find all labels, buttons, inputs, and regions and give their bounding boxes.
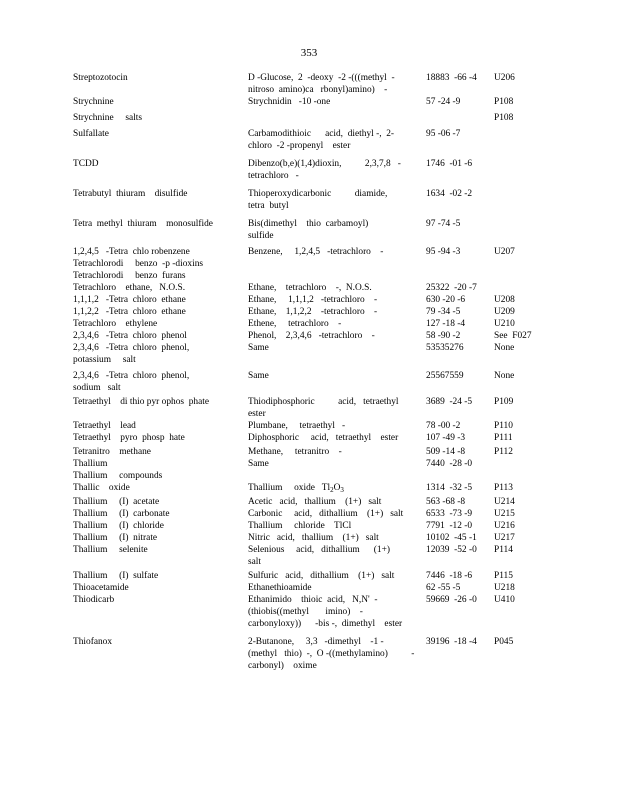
chemical-abstracts-name <box>248 218 420 242</box>
substance-name <box>73 532 243 544</box>
table-row <box>0 594 618 630</box>
chemical-abstracts-name-line: tetrachloro - <box>248 171 299 181</box>
cas-number: 57 -24 -9 <box>426 97 461 107</box>
substance-name-line: Thioacetamide <box>73 583 129 593</box>
chemical-abstracts-name-line: Acetic acid, thallium (1+) salt <box>248 497 382 507</box>
chemical-abstracts-name-line: Ethane, 1,1,1,2 -tetrachloro - <box>248 295 378 305</box>
hazardous-waste-code: U210 <box>494 319 515 329</box>
cas-number: 7440 -28 -0 <box>426 459 473 469</box>
chemical-abstracts-name <box>248 158 420 182</box>
substance-name-line: Thallium (I) carbonate <box>73 509 170 519</box>
hazardous-waste-code: U208 <box>494 295 515 305</box>
chemical-abstracts-name <box>248 508 420 520</box>
chemical-abstracts-name-line <box>248 482 420 494</box>
chemical-abstracts-name <box>248 342 420 354</box>
cas-number: 1314 -32 -5 <box>426 483 473 493</box>
chemical-abstracts-name <box>248 458 420 470</box>
substance-name <box>73 594 243 606</box>
substance-name-line: sodium salt <box>73 383 121 393</box>
hazardous-waste-code: P109 <box>494 397 514 407</box>
hazardous-waste-code: P112 <box>494 447 513 457</box>
substance-name-line: 2,3,4,6 -Tetra chloro phenol, <box>73 371 190 381</box>
substance-name-line: Tetrachlorodi benzo furans <box>73 271 186 281</box>
table-row <box>0 188 618 212</box>
substance-name <box>73 520 243 532</box>
chemical-abstracts-name <box>248 396 420 420</box>
table-row <box>0 458 618 470</box>
substance-name <box>73 396 243 408</box>
cas-number: 630 -20 -6 <box>426 295 466 305</box>
chemical-abstracts-name-line: Ethanethioamide <box>248 583 312 593</box>
table-row <box>0 508 618 520</box>
substance-name-line: Thallium (I) acetate <box>73 497 160 507</box>
table-row <box>0 258 618 270</box>
substance-name-line: Thallium (I) sulfate <box>73 571 159 581</box>
table-row <box>0 282 618 294</box>
substance-name <box>73 306 243 318</box>
table-row <box>0 482 618 494</box>
table-row <box>0 246 618 258</box>
hazardous-waste-code: P111 <box>494 433 513 443</box>
cas-number: 509 -14 -8 <box>426 447 466 457</box>
chemical-abstracts-name <box>248 544 420 568</box>
cas-number: 59669 -26 -0 <box>426 595 477 605</box>
substance-name <box>73 420 243 432</box>
chemical-abstracts-name-line: tetra butyl <box>248 201 289 211</box>
hazardous-waste-code: None <box>494 371 515 381</box>
chemical-abstracts-name-line: Thiodiphosphoric acid, tetraethyl <box>248 397 399 407</box>
chemical-abstracts-name-line: chloro -2 -propenyl ester <box>248 141 351 151</box>
cas-number: 97 -74 -5 <box>426 219 461 229</box>
substance-name <box>73 508 243 520</box>
chemical-abstracts-name-line: Ethane, 1,1,2,2 -tetrachloro - <box>248 307 378 317</box>
chemical-abstracts-name-line: Ethane, tetrachloro -, N.O.S. <box>248 283 372 293</box>
chemical-abstracts-name <box>248 594 420 630</box>
cas-number: 6533 -73 -9 <box>426 509 473 519</box>
cas-number: 563 -68 -8 <box>426 497 466 507</box>
chemical-abstracts-name <box>248 446 420 458</box>
cas-number: 107 -49 -3 <box>426 433 466 443</box>
substance-name <box>73 432 243 444</box>
substance-name-line: Tetra methyl thiuram monosulfide <box>73 219 213 229</box>
hazardous-waste-code: U218 <box>494 583 515 593</box>
substance-name <box>73 96 243 108</box>
substance-name-line: Thallium (I) chloride <box>73 521 164 531</box>
table-row <box>0 470 618 482</box>
substance-name-line: Thallium selenite <box>73 545 148 555</box>
table-row <box>0 318 618 330</box>
hazardous-waste-code: U207 <box>494 247 515 257</box>
chemical-abstracts-name <box>248 128 420 152</box>
substance-name <box>73 582 243 594</box>
substance-name <box>73 188 243 200</box>
hazardous-waste-code: P108 <box>494 97 514 107</box>
table-row <box>0 496 618 508</box>
substance-name-line: Strychnine salts <box>73 113 143 123</box>
cas-number: 3689 -24 -5 <box>426 397 473 407</box>
table-row <box>0 112 618 124</box>
table-row <box>0 72 618 96</box>
hazardous-waste-code: U215 <box>494 509 515 519</box>
chemical-abstracts-name-line: Thioperoxydicarbonic diamide, <box>248 189 388 199</box>
chemical-abstracts-name-line: Carbamodithioic acid, diethyl -, 2- <box>248 129 395 139</box>
table-row <box>0 294 618 306</box>
hazardous-waste-code: P108 <box>494 113 514 123</box>
chemical-abstracts-name-line: Diphosphoric acid, tetraethyl ester <box>248 433 399 443</box>
substance-name-line: potassium salt <box>73 355 136 365</box>
substance-name-line: Thiofanox <box>73 637 113 647</box>
cas-number: 7791 -12 -0 <box>426 521 473 531</box>
formula-prefix: Thallium oxide Tl <box>248 483 331 493</box>
substance-name-line: Sulfallate <box>73 129 109 139</box>
substance-name-line: Strychnine <box>73 97 114 107</box>
cas-number: 79 -34 -5 <box>426 307 461 317</box>
cas-number: 10102 -45 -1 <box>426 533 477 543</box>
hazardous-waste-code: P110 <box>494 421 513 431</box>
table-row <box>0 544 618 568</box>
formula-subscript: 3 <box>340 486 344 494</box>
chemical-abstracts-name <box>248 582 420 594</box>
substance-name <box>73 218 243 230</box>
cas-number: 53535276 <box>426 343 464 353</box>
substance-name <box>73 318 243 330</box>
hazardous-waste-code: See F027 <box>494 331 532 341</box>
substance-name <box>73 470 243 482</box>
cas-number: 7446 -18 -6 <box>426 571 473 581</box>
substance-name-line: Tetraethyl lead <box>73 421 136 431</box>
chemical-abstracts-name-line: Thallium chloride TlCl <box>248 521 352 531</box>
chemical-abstracts-name-line: ester <box>248 409 266 419</box>
cas-number: 1746 -01 -6 <box>426 159 473 169</box>
cas-number: 25567559 <box>426 371 464 381</box>
table-row <box>0 570 618 582</box>
chemical-abstracts-name-line: Dibenzo(b,e)(1,4)dioxin, 2,3,7,8 - <box>248 159 401 169</box>
substance-name-line: TCDD <box>73 159 99 169</box>
substance-name <box>73 270 243 282</box>
chemical-abstracts-name-line: Same <box>248 459 269 469</box>
table-row <box>0 330 618 342</box>
substance-name <box>73 294 243 306</box>
chemical-abstracts-name-line: Sulfuric acid, dithallium (1+) salt <box>248 571 395 581</box>
chemical-abstracts-name-line: carbonyloxy)) -bis -, dimethyl ester <box>248 619 403 629</box>
cas-number: 12039 -52 -0 <box>426 545 477 555</box>
chemical-abstracts-name <box>248 432 420 444</box>
cas-number: 62 -55 -5 <box>426 583 461 593</box>
cas-number: 58 -90 -2 <box>426 331 461 341</box>
chemical-abstracts-name-line: Strychnidin -10 -one <box>248 97 331 107</box>
hazardous-waste-code: U209 <box>494 307 515 317</box>
substance-name <box>73 282 243 294</box>
substance-name-line: Tetraethyl di thio pyr ophos phate <box>73 397 210 407</box>
substance-name <box>73 330 243 342</box>
substance-name <box>73 636 243 648</box>
substance-name <box>73 570 243 582</box>
hazardous-waste-code: P114 <box>494 545 513 555</box>
substance-name <box>73 370 243 394</box>
chemical-abstracts-name-line: Same <box>248 371 269 381</box>
cas-number: 1634 -02 -2 <box>426 189 473 199</box>
chemical-abstracts-name-line: (thiobis((methyl imino) - <box>248 607 363 617</box>
table-row <box>0 636 618 672</box>
chemical-abstracts-name-line: salt <box>248 557 262 567</box>
hazardous-waste-code: P115 <box>494 571 513 581</box>
page-number: 353 <box>300 47 318 59</box>
hazardous-waste-code: U217 <box>494 533 515 543</box>
chemical-abstracts-name <box>248 496 420 508</box>
table-row <box>0 446 618 458</box>
substance-name-line: Thallium (I) nitrate <box>73 533 158 543</box>
chemical-abstracts-name-line: Plumbane, tetraethyl - <box>248 421 346 431</box>
chemical-abstracts-name-line: Carbonic acid, dithallium (1+) salt <box>248 509 404 519</box>
chemical-abstracts-name-line: Methane, tetranitro - <box>248 447 342 457</box>
substance-name <box>73 342 243 366</box>
table-row <box>0 342 618 366</box>
table-row <box>0 370 618 394</box>
substance-name-line: 1,2,4,5 -Tetra chlo robenzene <box>73 247 190 257</box>
table-row <box>0 306 618 318</box>
substance-name <box>73 112 243 124</box>
chemical-abstracts-name-line: Benzene, 1,2,4,5 -tetrachloro - <box>248 247 384 257</box>
hazardous-waste-code: P045 <box>494 637 514 647</box>
cas-number: 95 -06 -7 <box>426 129 461 139</box>
chemical-abstracts-name <box>248 72 420 96</box>
chemical-abstracts-name <box>248 96 420 108</box>
chemical-abstracts-name <box>248 570 420 582</box>
substance-name <box>73 458 243 470</box>
substance-name-line: Thallium <box>73 459 108 469</box>
chemical-abstracts-name-line: sulfide <box>248 231 274 241</box>
chemical-abstracts-name-line: Bis(dimethyl thio carbamoyl) <box>248 219 369 229</box>
substance-name <box>73 128 243 140</box>
substance-name <box>73 246 243 258</box>
table-row <box>0 96 618 108</box>
chemical-abstracts-name-line: Ethanimido thioic acid, N,N' - <box>248 595 378 605</box>
table-row <box>0 270 618 282</box>
substance-name-line: 2,3,4,6 -Tetra chloro phenol, <box>73 343 190 353</box>
substance-name-line: Tetraethyl pyro phosp hate <box>73 433 185 443</box>
table-row <box>0 532 618 544</box>
table-row <box>0 520 618 532</box>
substance-name-line: Tetranitro methane <box>73 447 151 457</box>
table-row <box>0 582 618 594</box>
chemical-abstracts-name-line: nitroso amino)ca rbonyl)amino) - <box>248 85 388 95</box>
substance-name <box>73 258 243 270</box>
substance-name-line: Tetrabutyl thiuram disulfide <box>73 189 188 199</box>
hazardous-waste-code: U410 <box>494 595 515 605</box>
substance-name-line: 2,3,4,6 -Tetra chloro phenol <box>73 331 187 341</box>
chemical-abstracts-name <box>248 294 420 306</box>
chemical-abstracts-name <box>248 370 420 382</box>
chemical-abstracts-name-line: Phenol, 2,3,4,6 -tetrachloro - <box>248 331 375 341</box>
substance-name-line: Thiodicarb <box>73 595 115 605</box>
substance-name <box>73 158 243 170</box>
substance-name <box>73 446 243 458</box>
substance-name-line: Tetrachloro ethane, N.O.S. <box>73 283 186 293</box>
chemical-abstracts-name-line: D -Glucose, 2 -deoxy -2 -(((methyl - <box>248 73 395 83</box>
substance-name-line: 1,1,1,2 -Tetra chloro ethane <box>73 295 186 305</box>
formula-subscript: 2 <box>330 486 334 494</box>
table-row <box>0 420 618 432</box>
cas-number: 78 -00 -2 <box>426 421 461 431</box>
hazardous-waste-code: P113 <box>494 483 513 493</box>
chemical-abstracts-name-line: 2-Butanone, 3,3 -dimethyl -1 - <box>248 637 384 647</box>
chemical-abstracts-name <box>248 532 420 544</box>
cas-number: 127 -18 -4 <box>426 319 466 329</box>
table-row <box>0 432 618 444</box>
chemical-abstracts-name <box>248 282 420 294</box>
chemical-abstracts-name <box>248 420 420 432</box>
waste-code-table <box>0 72 618 672</box>
substance-name <box>73 496 243 508</box>
substance-name-line: 1,1,2,2 -Tetra chloro ethane <box>73 307 186 317</box>
chemical-abstracts-name <box>248 482 420 494</box>
table-row <box>0 396 618 420</box>
substance-name-line: Thallic oxide <box>73 483 130 493</box>
substance-name <box>73 72 243 84</box>
substance-name-line: Streptozotocin <box>73 73 128 83</box>
hazardous-waste-code: U206 <box>494 73 515 83</box>
table-row <box>0 218 618 242</box>
substance-name-line: Tetrachloro ethylene <box>73 319 158 329</box>
hazardous-waste-code: U216 <box>494 521 515 531</box>
table-row <box>0 128 618 152</box>
chemical-abstracts-name <box>248 318 420 330</box>
chemical-abstracts-name <box>248 246 420 258</box>
cas-number: 18883 -66 -4 <box>426 73 477 83</box>
chemical-abstracts-name-line: Nitric acid, thallium (1+) salt <box>248 533 379 543</box>
chemical-abstracts-name-line: carbonyl) oxime <box>248 661 317 671</box>
hazardous-waste-code: None <box>494 343 515 353</box>
chemical-abstracts-name <box>248 636 420 672</box>
chemical-abstracts-name-line: Ethene, tetrachloro - <box>248 319 342 329</box>
chemical-abstracts-name <box>248 188 420 212</box>
table-row <box>0 158 618 182</box>
cas-number: 25322 -20 -7 <box>426 283 477 293</box>
chemical-abstracts-name <box>248 520 420 532</box>
formula-element: O <box>333 483 341 493</box>
cas-number: 95 -94 -3 <box>426 247 461 257</box>
substance-name <box>73 482 243 494</box>
chemical-abstracts-name <box>248 330 420 342</box>
substance-name-line: Thallium compounds <box>73 471 163 481</box>
chemical-abstracts-name-line: (methyl thio) -, O -((methylamino) - <box>248 649 415 659</box>
substance-name <box>73 544 243 556</box>
chemical-abstracts-name <box>248 306 420 318</box>
substance-name-line: Tetrachlorodi benzo -p -dioxins <box>73 259 204 269</box>
cas-number: 39196 -18 -4 <box>426 637 477 647</box>
hazardous-waste-code: U214 <box>494 497 515 507</box>
chemical-abstracts-name-line: Same <box>248 343 269 353</box>
chemical-abstracts-name-line: Selenious acid, dithallium (1+) <box>248 545 390 555</box>
